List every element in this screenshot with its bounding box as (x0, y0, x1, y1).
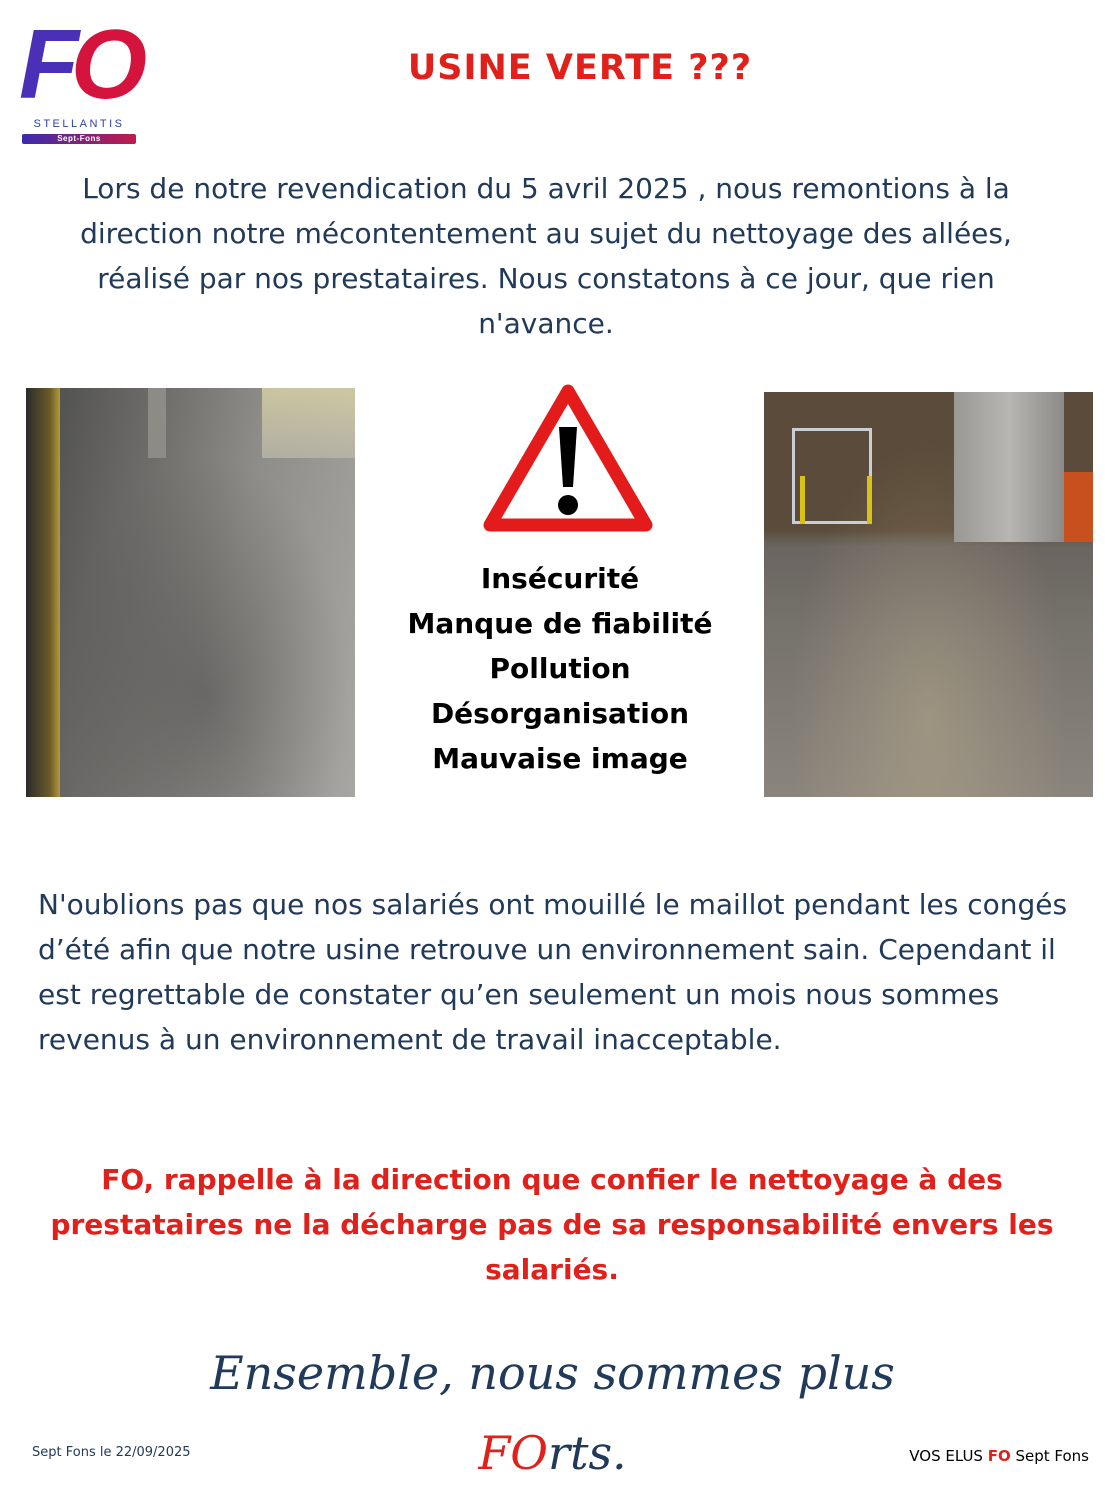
risk-item: Insécurité (480, 562, 640, 595)
footer-date: Sept Fons le 22/09/2025 (32, 1445, 191, 1460)
fo-stellantis-logo (18, 9, 140, 144)
slogan: Ensemble, nous sommes plus FOrts. (210, 1346, 895, 1480)
logo-brand-text: STELLANTIS (33, 118, 125, 130)
logo-site-text: Sept-Fons (22, 134, 136, 144)
page-title: USINE VERTE ??? (407, 48, 753, 88)
risk-list (360, 556, 760, 781)
body-paragraph: N'oublions pas que nos salariés ont mouillé le maillot pendant les congés d’été afin que notre usine retrouve un environnement sain. Cependant il est regrettable de constater qu’en seulement un mois nous sommes revenus à un environnement de travail inacceptable. (38, 888, 1068, 1056)
footer-signature: VOS ELUS FO Sept Fons (909, 1447, 1089, 1465)
claim-paragraph: FO, rappelle à la direction que confier le nettoyage à des prestataires ne la décharge pas de sa responsabilité envers les salariés. (50, 1163, 1054, 1286)
intro-paragraph: Lors de notre revendication du 5 avril 2025 , nous remontions à la direction notre mécontentement au sujet du nettoyage des allées, réalisé par nos prestataires. Nous constatons à ce jour, que rien n'avance. (80, 172, 1012, 340)
dusty-aisle-photo (26, 388, 355, 797)
risk-item: Mauvaise image (432, 742, 688, 775)
dusty-workshop-floor-photo (764, 392, 1093, 797)
warning-triangle-icon (482, 383, 654, 535)
risk-item: Pollution (489, 652, 631, 685)
fo-logo-letters: FO (18, 9, 140, 119)
risk-item: Désorganisation (430, 697, 690, 730)
risk-item: Manque de fiabilité (407, 607, 713, 640)
